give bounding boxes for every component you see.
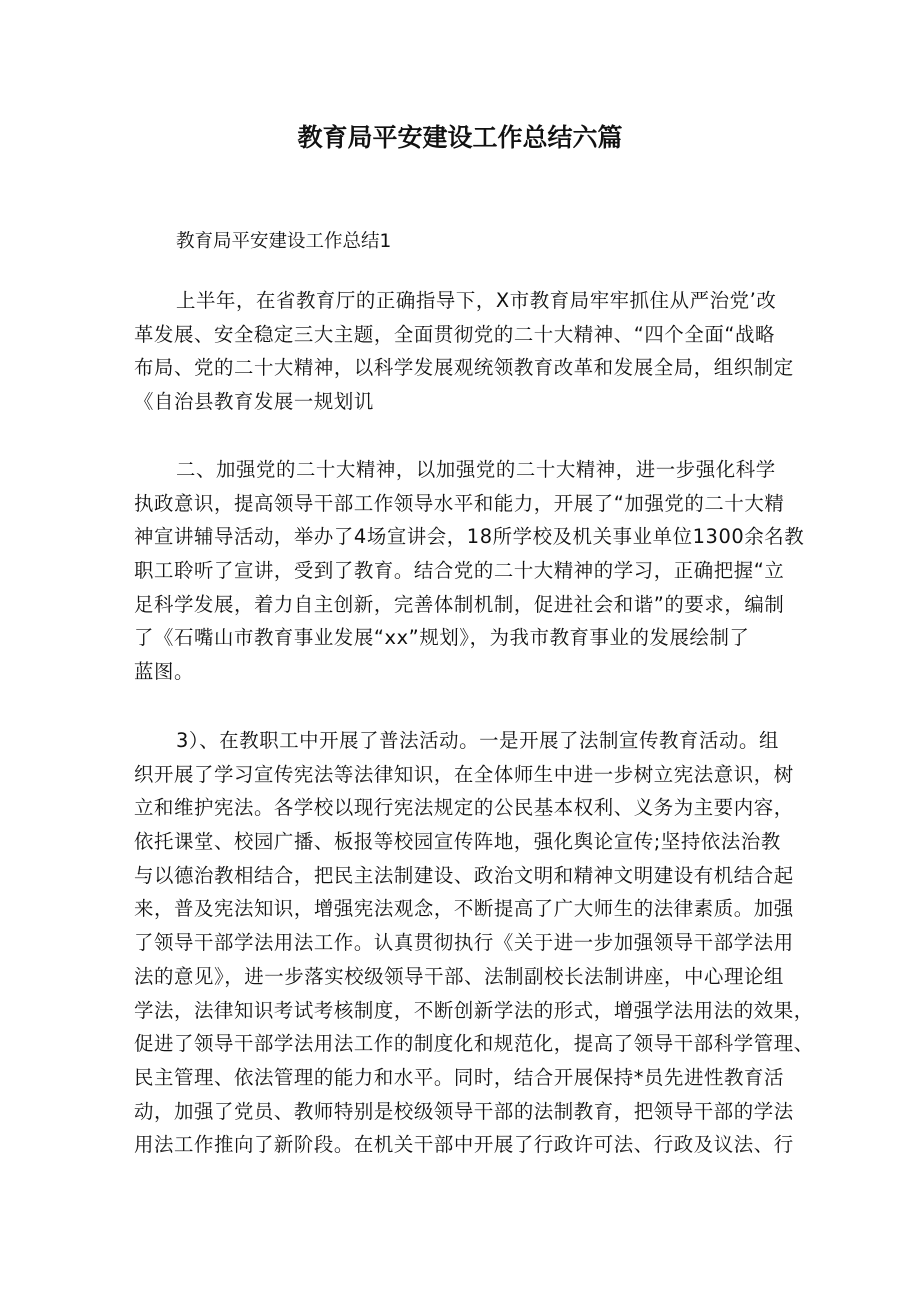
paragraph-line: 依托课堂、校园广播、板报等校园宣传阵地，强化舆论宣传;坚持依法治教: [134, 830, 781, 854]
paragraph-line: 立和维护宪法。各学校以现行宪法规定的公民基本权利、义务为主要内容，: [134, 796, 794, 820]
paragraph-line: 3）、在教职工中开展了普法活动。一是开展了法制宣传教育活动。组: [176, 729, 779, 752]
paragraph-line: 二、加强党的二十大精神，以加强党的二十大精神，进一步强化科学: [176, 458, 776, 481]
paragraph-line: 革发展、安全稳定三大主题，全面贯彻党的二十大精神、“四个全面“战略: [134, 322, 775, 346]
paragraph-line: 法的意见》，进一步落实校级领导干部、法制副校长法制讲座，中心理论组: [134, 964, 784, 988]
section-subtitle: 教育局平安建设工作总结1: [176, 231, 392, 252]
paragraph-line: 动，加强了党员、教师特别是校级领导干部的法制教育，把领导干部的学法: [134, 1099, 794, 1123]
paragraph-line: 促进了领导干部学法用法工作的制度化和规范化，提高了领导干部科学管理、: [134, 1032, 814, 1056]
paragraph-line: 织开展了学习宣传宪法等法律知识，在全体师生中进一步树立宪法意识，树: [134, 762, 794, 786]
paragraph-2: [134, 453, 805, 689]
paragraph-line: 用法工作推向了新阶段。在机关干部中开展了行政许可法、行政及议法、行: [134, 1133, 794, 1157]
paragraph-line: 职工聆听了宣讲，受到了教育。结合党的二十大精神的学习，正确把握“立: [134, 559, 785, 583]
paragraph-line: 神宣讲辅导活动，举办了4场宣讲会，18所学校及机关事业单位1300余名教: [134, 525, 805, 549]
paragraph-line: 来，普及宪法知识，增强宪法观念，不断提高了广大师生的法律素质。加强: [134, 897, 794, 921]
paragraph-line: 了领导干部学法用法工作。认真贯彻执行《关于进一步加强领导干部学法用: [134, 931, 794, 955]
document-title: 教育局平安建设工作总结六篇: [297, 123, 623, 152]
paragraph-1: [134, 284, 794, 419]
paragraph-line: 布局、党的二十大精神，以科学发展观统领教育改革和发展全局，组织制定: [134, 356, 794, 380]
paragraph-line: 上半年，在省教育厅的正确指导下，X市教育局牢牢抓住从严治党’改: [176, 289, 777, 312]
paragraph-line: 蓝图。: [134, 660, 194, 684]
paragraph-line: 《自治县教育发展一规划讥: [134, 390, 374, 414]
paragraph-3: [134, 724, 814, 1162]
paragraph-line: 了《石嘴山市教育事业发展“xx”规划》，为我市教育事业的发展绘制了: [134, 626, 750, 650]
paragraph-line: 执政意识，提高领导干部工作领导水平和能力，开展了“加强党的二十大精: [134, 491, 785, 515]
paragraph-line: 足科学发展，着力自主创新，完善体制机制，促进社会和谐”的要求，编制: [134, 592, 785, 616]
paragraph-line: 与以德治教相结合，把民主法制建设、政治文明和精神文明建设有机结合起: [134, 863, 794, 887]
paragraph-line: 学法，法律知识考试考核制度，不断创新学法的形式，增强学法用法的效果，: [134, 998, 814, 1022]
paragraph-line: 民主管理、依法管理的能力和水平。同时，结合开展保持*员先进性教育活: [134, 1065, 784, 1089]
